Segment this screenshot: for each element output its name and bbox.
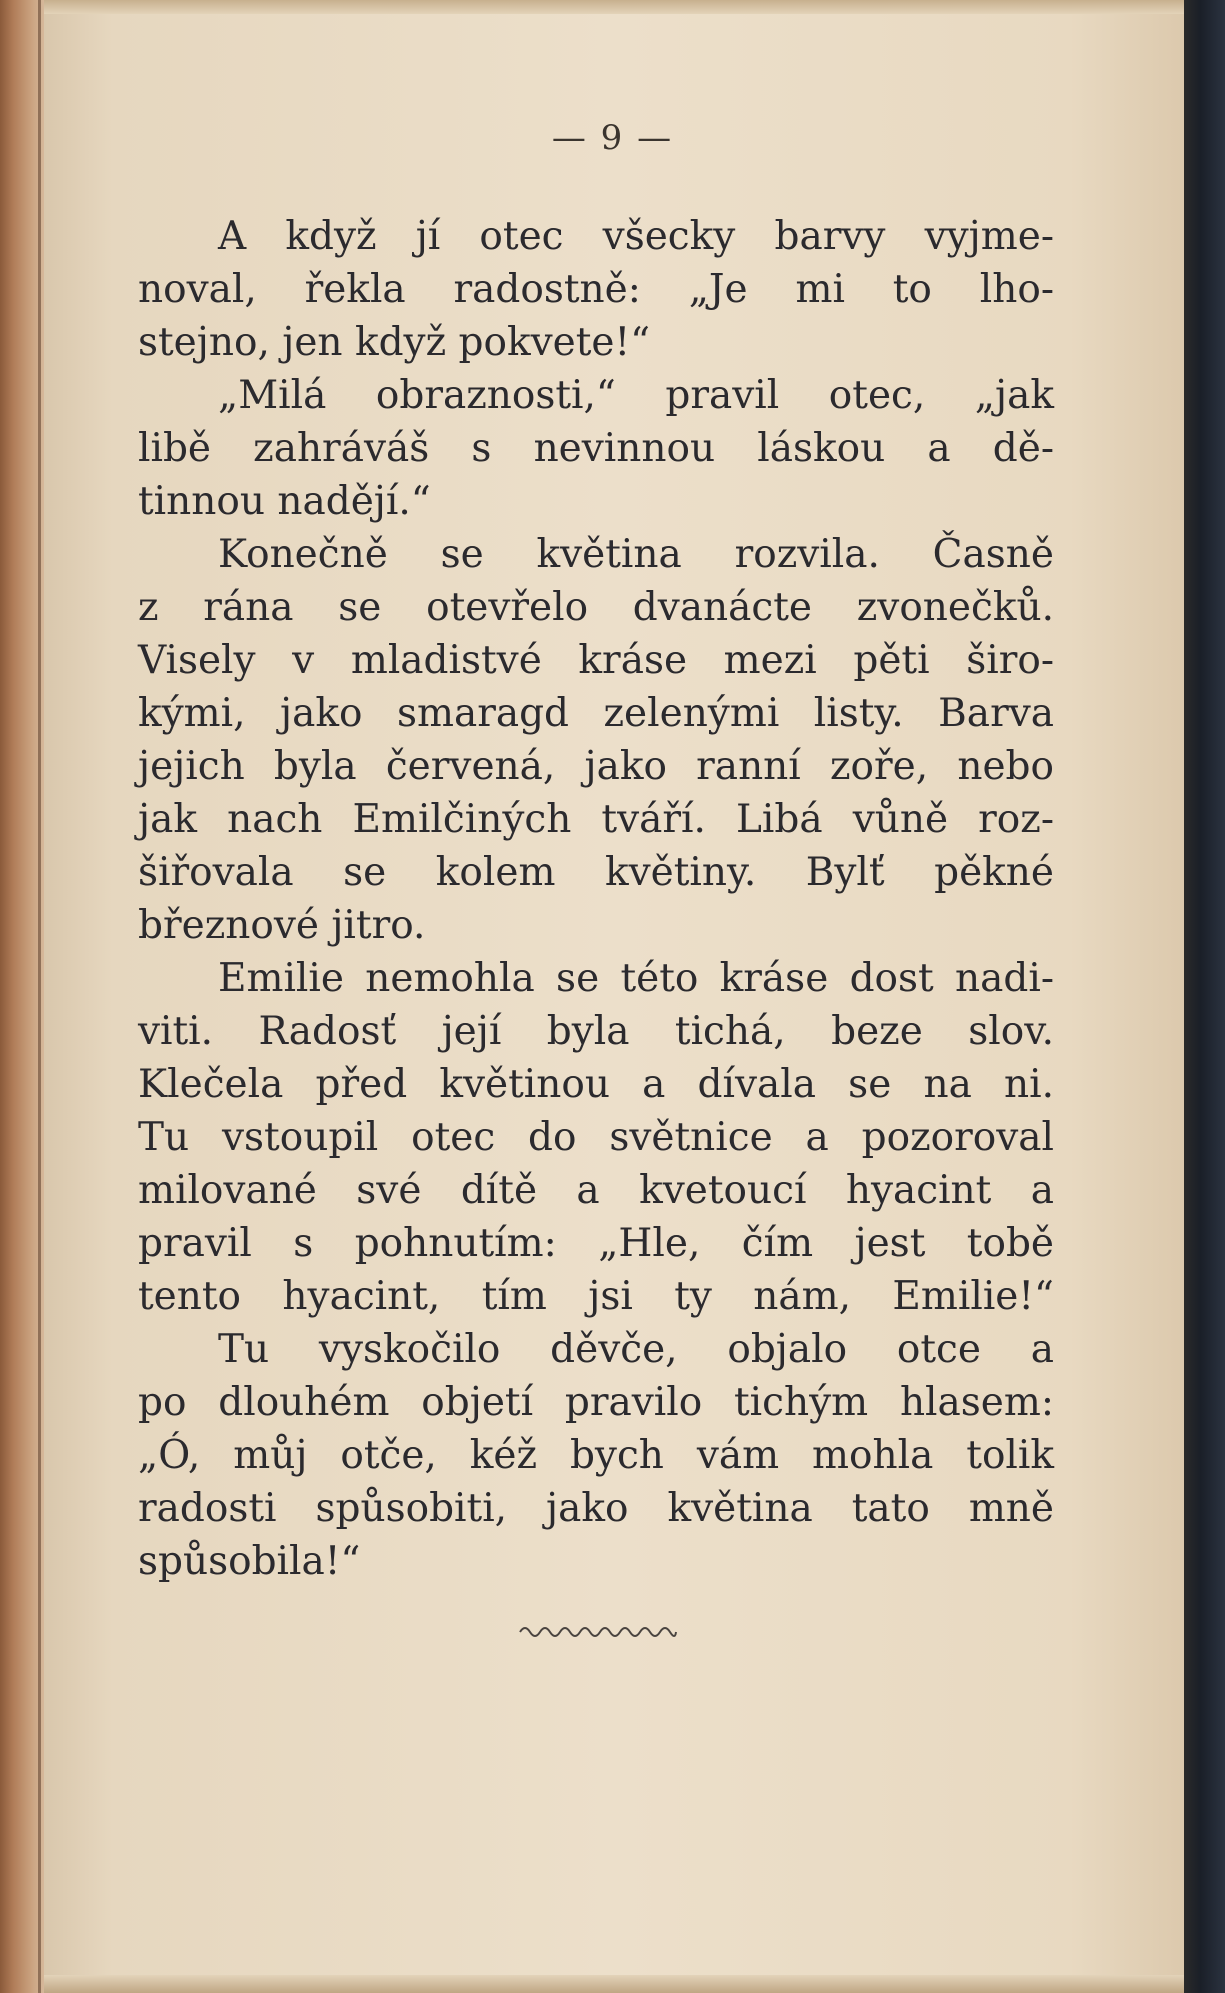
page-bottom-edge xyxy=(44,1975,1184,1993)
text-line: stejno, jen když pokvete!“ xyxy=(138,320,651,365)
text-line: březnové jitro. xyxy=(138,903,426,948)
scan-background-edge xyxy=(1184,0,1225,1993)
text-line: Emilie nemohla se této kráse dost nadi- xyxy=(218,956,1054,1001)
text-line: „Milá obraznosti,“ pravil otec, „jak xyxy=(218,373,1054,418)
text-line: jejich byla červená, jako ranní zoře, nebo xyxy=(138,744,1054,789)
text-line: Konečně se květina rozvila. Časně xyxy=(218,532,1054,577)
page-top-edge xyxy=(44,0,1184,14)
text-line: po dlouhém objetí pravilo tichým hlasem: xyxy=(138,1380,1054,1425)
page-number: — 9 — xyxy=(551,118,674,158)
text-line: šiřovala se kolem květiny. Bylť pěkné xyxy=(138,850,1054,895)
text-line: kými, jako smaragd zelenými listy. Barva xyxy=(138,691,1054,736)
binding-crease xyxy=(38,0,41,1993)
text-line: Tu vyskočilo děvče, objalo otce a xyxy=(218,1327,1054,1372)
text-line: pravil s pohnutím: „Hle, čím jest tobě xyxy=(138,1221,1054,1266)
text-line: radosti spůsobiti, jako květina tato mně xyxy=(138,1486,1054,1531)
text-line: Tu vstoupil otec do světnice a pozoroval xyxy=(138,1115,1054,1160)
end-ornament-icon xyxy=(518,1620,678,1644)
text-line: jak nach Emilčiných tváří. Libá vůně roz- xyxy=(138,797,1054,842)
text-line: z rána se otevřelo dvanácte zvonečků. xyxy=(138,585,1054,630)
text-line: tinnou nadějí.“ xyxy=(138,479,431,524)
text-line: Visely v mladistvé kráse mezi pěti širo- xyxy=(138,638,1054,683)
text-line: noval, řekla radostně: „Je mi to lho- xyxy=(138,267,1054,312)
text-line: „Ó, můj otče, kéž bych vám mohla tolik xyxy=(138,1433,1054,1478)
text-line: A když jí otec všecky barvy vyjme- xyxy=(218,214,1054,259)
text-line: libě zahráváš s nevinnou láskou a dě- xyxy=(138,426,1054,471)
text-line: viti. Radosť její byla tichá, beze slov. xyxy=(138,1009,1054,1054)
text-line: milované své dítě a kvetoucí hyacint a xyxy=(138,1168,1054,1213)
body-text xyxy=(138,210,1054,1588)
text-line: Klečela před květinou a dívala se na ni. xyxy=(138,1062,1054,1107)
text-line: spůsobila!“ xyxy=(138,1539,361,1584)
text-line: tento hyacint, tím jsi ty nám, Emilie!“ xyxy=(138,1274,1054,1319)
